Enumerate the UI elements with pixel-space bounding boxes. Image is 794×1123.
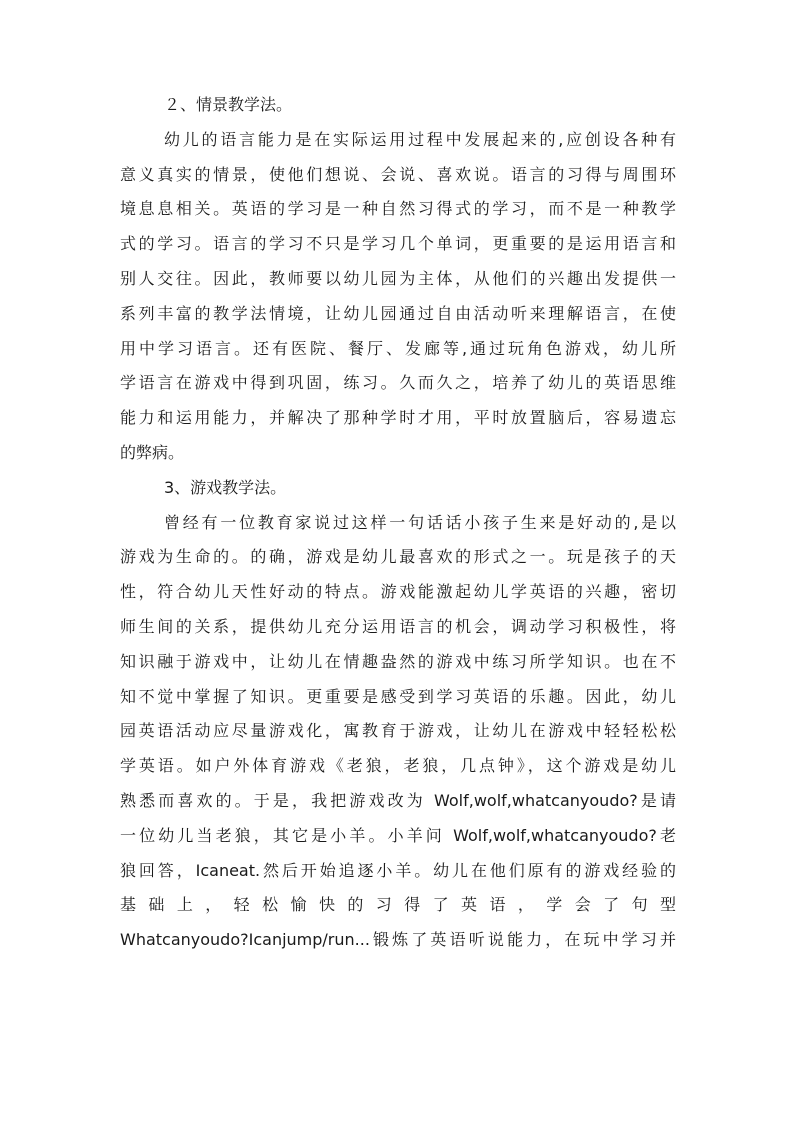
paragraph-line: 意义真实的情景，使他们想说、会说、喜欢说。语言的习得与周围环 bbox=[120, 164, 676, 184]
paragraph-line: 用中学习语言。还有医院、餐厅、发廊等,通过玩角色游戏，幼儿所 bbox=[120, 338, 676, 358]
paragraph-situational bbox=[120, 123, 676, 471]
paragraph-line: 能力和运用能力，并解决了那种学时才用，平时放置脑后，容易遗忘 bbox=[120, 408, 676, 428]
paragraph-line: 熟悉而喜欢的。于是，我把游戏改为 Wolf,wolf,whatcanyoudo?是请 bbox=[120, 790, 676, 810]
paragraph-line: 知不觉中掌握了知识。更重要是感受到学习英语的乐趣。因此，幼儿 bbox=[120, 686, 676, 706]
paragraph-line: 别人交往。因此，教师要以幼儿园为主体，从他们的兴趣出发提供一 bbox=[120, 268, 676, 288]
paragraph-line: 的弊病。 bbox=[120, 442, 185, 462]
section-heading-situational: ２、情景教学法。 bbox=[164, 95, 293, 114]
paragraph-line: 系列丰富的教学法情境，让幼儿园通过自由活动听来理解语言，在使 bbox=[120, 303, 676, 323]
paragraph-line: 学语言在游戏中得到巩固，练习。久而久之，培养了幼儿的英语思维 bbox=[120, 373, 676, 393]
paragraph-line: 基础上，轻松愉快的习得了英语，学会了句型 bbox=[120, 895, 676, 915]
paragraph-game bbox=[120, 506, 676, 958]
paragraph-line: 式的学习。语言的学习不只是学习几个单词，更重要的是运用语言和 bbox=[120, 234, 676, 254]
document-body bbox=[120, 88, 676, 958]
paragraph-line: 狼回答，Icaneat.然后开始追逐小羊。幼儿在他们原有的游戏经验的 bbox=[120, 860, 676, 880]
paragraph-line: 曾经有一位教育家说过这样一句话话小孩子生来是好动的,是以 bbox=[164, 512, 676, 532]
paragraph-line: 幼儿的语言能力是在实际运用过程中发展起来的,应创设各种有 bbox=[164, 129, 676, 149]
paragraph-line: 师生间的关系，提供幼儿充分运用语言的机会，调动学习积极性，将 bbox=[120, 616, 676, 636]
paragraph-line: 游戏为生命的。的确，游戏是幼儿最喜欢的形式之一。玩是孩子的天 bbox=[120, 547, 676, 567]
paragraph-line: 园英语活动应尽量游戏化，寓教育于游戏，让幼儿在游戏中轻轻松松 bbox=[120, 721, 676, 741]
paragraph-line: 性，符合幼儿天性好动的特点。游戏能激起幼儿学英语的兴趣，密切 bbox=[120, 582, 676, 602]
paragraph-line: Whatcanyoudo?Icanjump/run...锻炼了英语听说能力，在玩中学习并 bbox=[120, 930, 676, 950]
paragraph-line: 境息息相关。英语的学习是一种自然习得式的学习，而不是一种教学 bbox=[120, 199, 676, 219]
paragraph-line: 知识融于游戏中，让幼儿在情趣盎然的游戏中练习所学知识。也在不 bbox=[120, 651, 676, 671]
section-heading-game: 3、游戏教学法。 bbox=[164, 477, 287, 497]
paragraph-line: 学英语。如户外体育游戏《老狼，老狼，几点钟》，这个游戏是幼儿 bbox=[120, 756, 676, 776]
paragraph-line: 一位幼儿当老狼，其它是小羊。小羊问 Wolf,wolf,whatcanyoudo?老 bbox=[120, 825, 676, 845]
